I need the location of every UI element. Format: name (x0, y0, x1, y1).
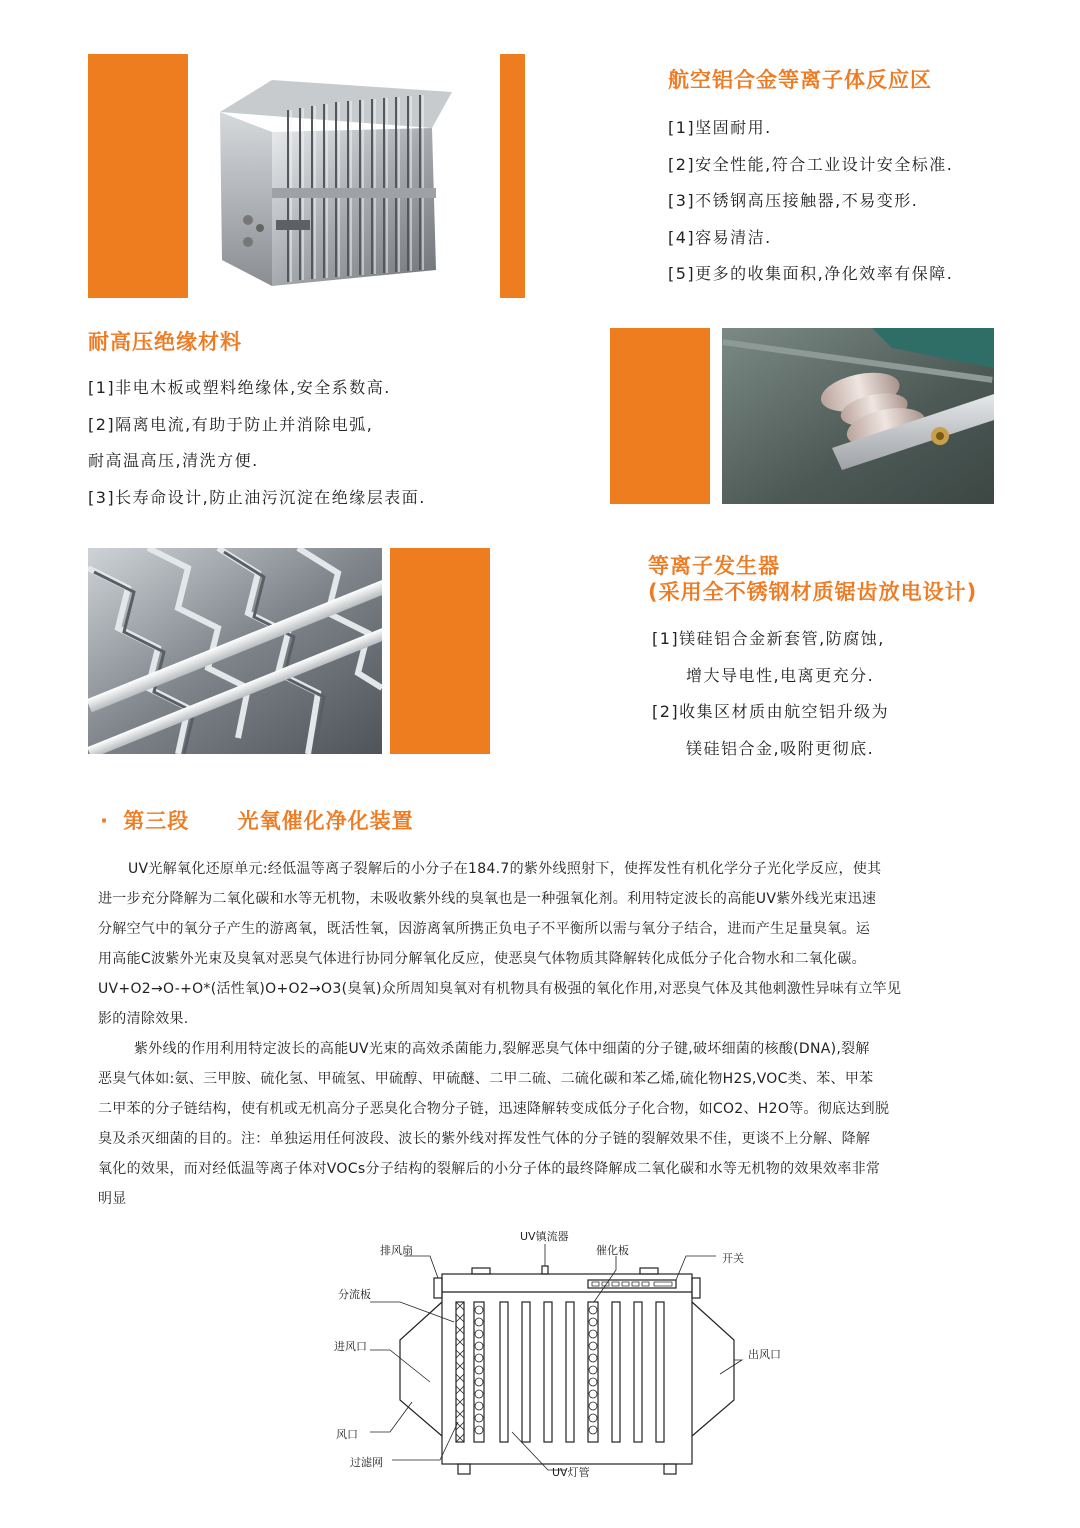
paragraph-line: UV+O2→O-+O*(活性氧)O+O2→O3(臭氧)众所周知臭氧对有机物具有极强的氧化作用,对恶臭气体及其他刺激性异味有立竿见 (98, 981, 902, 997)
list-item: 增大导电性,电离更充分. (686, 665, 875, 685)
uv-device-diagram (330, 1222, 800, 1484)
label-uv-lamp: UV灯管 (552, 1466, 590, 1479)
stage3-heading (100, 805, 414, 835)
paragraph-line: 紫外线的作用利用特定波长的高能UV光束的高效杀菌能力,裂解恶臭气体中细菌的分子键,破坏细菌的核酸(DNA),裂解 (134, 1041, 870, 1057)
paragraph-line: 二甲苯的分子链结构，使有机或无机高分子恶臭化合物分子链，迅速降解转变成低分子化合物，如CO2、H2O等。彻底达到脱 (98, 1101, 890, 1117)
list-item: [1]镁硅铝合金新套管,防腐蚀, (652, 629, 885, 648)
insulation-list (88, 370, 426, 516)
paragraph-line: 进一步充分降解为二氧化碳和水等无机物，未吸收紫外线的臭氧也是一种强氧化剂。利用特定波长的高能UV紫外线光束迅速 (98, 891, 877, 907)
list-item: [2]安全性能,符合工业设计安全标准. (668, 154, 954, 174)
list-item: [3]不锈钢高压接触器,不易变形. (668, 191, 919, 210)
orange-block-mid-right (610, 328, 710, 504)
section-title-insulation: 耐高压绝缘材料 (88, 330, 242, 354)
list-item: [2]隔离电流,有助于防止并消除电弧, (88, 414, 374, 434)
reactor-photo (200, 70, 472, 298)
stage-label: 第三段 (123, 809, 190, 833)
orange-block-top-left (88, 54, 188, 298)
plasma-reactor-list (668, 110, 953, 293)
bullet: · (100, 809, 109, 833)
paragraph-uv-oxidation (98, 854, 990, 1034)
list-item: [1]非电木板或塑料绝缘体,安全系数高. (88, 378, 391, 397)
label-outlet: 出风口 (748, 1348, 781, 1361)
paragraph-line: 臭及杀灭细菌的目的。注：单独运用任何波段、波长的紫外线对挥发性气体的分子链的裂解效果不佳，更谈不上分解、降解 (98, 1131, 871, 1147)
label-exhaust-fan: 排风扇 (380, 1244, 413, 1257)
paragraph-line: 影的清除效果. (98, 1011, 189, 1027)
label-vent: 风口 (336, 1428, 358, 1441)
orange-bar-top (500, 54, 525, 298)
orange-block-lower-left (390, 548, 490, 754)
paragraph-line: 明显 (98, 1191, 127, 1207)
insulator-photo (722, 328, 994, 504)
paragraph-line: UV光解氧化还原单元:经低温等离子裂解后的小分子在184.7的紫外线照射下，使挥发性有机化学分子光化学反应，使其 (128, 861, 882, 877)
plasma-generator-photo (88, 548, 382, 754)
label-splitter-plate: 分流板 (338, 1288, 371, 1301)
list-item: [1]坚固耐用. (668, 118, 772, 137)
section-title-plasma-generator: 等离子发生器 (648, 554, 780, 578)
label-uv-ballast: UV镇流器 (520, 1230, 569, 1243)
list-item: [5]更多的收集面积,净化效率有保障. (668, 264, 954, 283)
section-subtitle-plasma-generator: (采用全不锈钢材质锯齿放电设计) (648, 580, 978, 604)
list-item: [3]长寿命设计,防止油污沉淀在绝缘层表面. (88, 487, 426, 507)
paragraph-line: 用高能C波紫外光束及臭氧对恶臭气体进行协同分解氧化反应，使恶臭气体物质其降解转化成低分子化合物水和二氧化碳。 (98, 951, 866, 967)
stage-title: 光氧催化净化装置 (237, 809, 414, 833)
label-catalyst-plate: 催化板 (596, 1244, 629, 1257)
paragraph-line: 氧化的效果，而对经低温等离子体对VOCs分子结构的裂解后的小分子体的最终降解成二氧化碳和水等无机物的效果效率非常 (98, 1161, 881, 1177)
paragraph-line: 分解空气中的氧分子产生的游离氧，既活性氧，因游离氧所携正负电子不平衡所以需与氧分子结合，进而产生足量臭氧。运 (98, 921, 871, 937)
label-inlet: 进风口 (334, 1340, 367, 1353)
label-filter-mesh: 过滤网 (350, 1456, 383, 1469)
paragraph-line: 恶臭气体如:氨、三甲胺、硫化氢、甲硫氢、甲硫醇、甲硫醚、二甲二硫、二硫化碳和苯乙烯,硫化物H2S,VOC类、苯、甲苯 (98, 1071, 874, 1087)
list-item: [4]容易清洁. (668, 227, 772, 247)
label-switch: 开关 (722, 1252, 744, 1265)
list-item: [2]收集区材质由航空铝升级为 (652, 702, 890, 721)
paragraph-uv-sterilization (98, 1034, 990, 1214)
list-item: 镁硅铝合金,吸附更彻底. (686, 738, 875, 758)
list-item: 耐高温高压,清洗方便. (88, 451, 259, 470)
plasma-generator-list (652, 621, 889, 767)
section-title-plasma-reactor: 航空铝合金等离子体反应区 (668, 68, 932, 92)
